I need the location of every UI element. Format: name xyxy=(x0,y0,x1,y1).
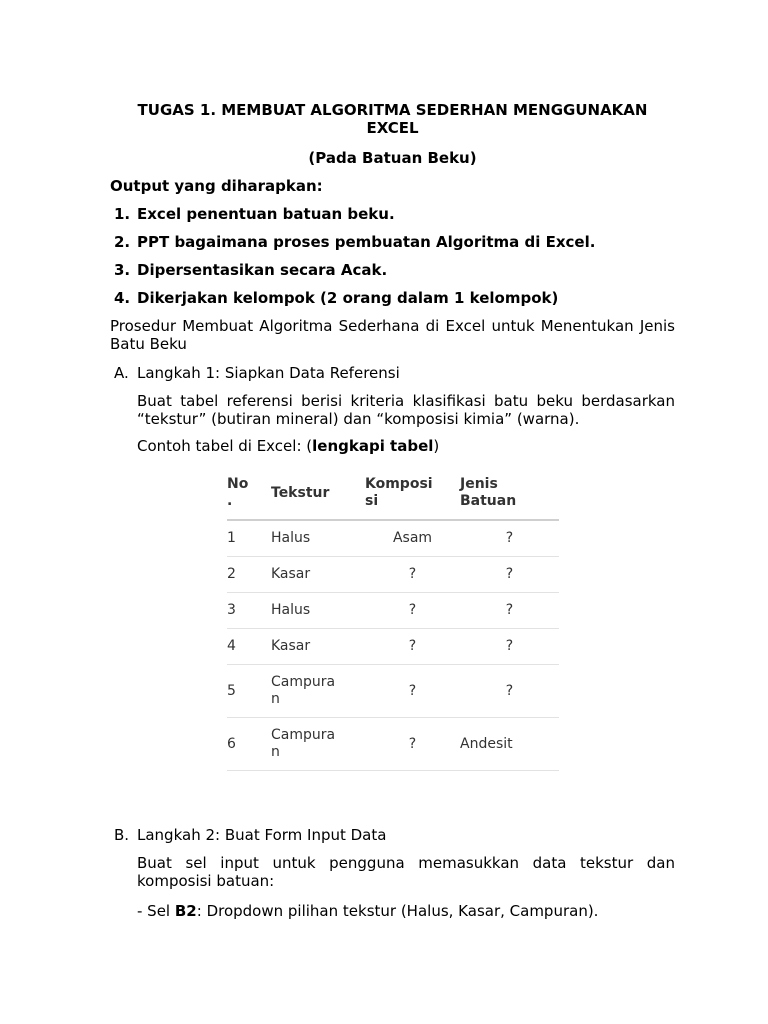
step-b-heading xyxy=(114,826,386,844)
reference-table xyxy=(227,468,559,771)
table-row: 4 Kasar ? ? xyxy=(227,629,559,665)
step-b-description: Buat sel input untuk pengguna memasukkan data tekstur dan komposisi batuan: xyxy=(137,854,675,890)
output-item: 2. PPT bagaimana proses pembuatan Algoritma di Excel. xyxy=(114,233,596,251)
title-line-2: EXCEL xyxy=(366,119,419,137)
step-a-description: Buat tabel referensi berisi kriteria klasifikasi batu beku berdasarkan “tekstur” (butiran mineral) dan “komposisi kimia” (warna). xyxy=(137,392,675,428)
header-tekstur: Tekstur xyxy=(271,468,365,520)
cell-campuran-wrapped: Campura n xyxy=(271,718,365,771)
table-row: 1 Halus Asam ? xyxy=(227,520,559,557)
table-row: 2 Kasar ? ? xyxy=(227,557,559,593)
procedure-paragraph: Prosedur Membuat Algoritma Sederhana di Excel untuk Menentukan Jenis Batu Beku xyxy=(110,317,675,353)
cell-instruction: - Sel B2: Dropdown pilihan tekstur (Halus, Kasar, Campuran). xyxy=(137,902,599,920)
table-row: 6 Campura n ? Andesit xyxy=(227,718,559,771)
step-a-heading xyxy=(114,364,400,382)
output-item: 1. Excel penentuan batuan beku. xyxy=(114,205,395,223)
output-item: 4. Dikerjakan kelompok (2 orang dalam 1 kelompok) xyxy=(114,289,559,307)
output-item: 3. Dipersentasikan secara Acak. xyxy=(114,261,388,279)
step-a-label: Langkah 1: Siapkan Data Referensi xyxy=(137,364,400,382)
output-heading: Output yang diharapkan: xyxy=(110,177,323,195)
step-a-number: A. xyxy=(114,364,129,382)
cell-campuran-wrapped: Campura n xyxy=(271,665,365,718)
cell-reference: B2 xyxy=(174,902,197,920)
document-title xyxy=(110,101,675,137)
example-line: Contoh tabel di Excel: (lengkapi tabel) xyxy=(137,437,440,455)
document-subtitle: (Pada Batuan Beku) xyxy=(308,149,477,167)
example-emphasis: lengkapi tabel xyxy=(312,437,434,455)
table-header-row xyxy=(227,468,559,520)
title-line-1: TUGAS 1. MEMBUAT ALGORITMA SEDERHAN MENGGUNAKAN xyxy=(137,101,648,119)
step-b-label: Langkah 2: Buat Form Input Data xyxy=(137,826,387,844)
header-komposisi: Komposi si xyxy=(365,468,460,520)
step-b-number: B. xyxy=(114,826,130,844)
header-no: No . xyxy=(227,468,271,520)
header-jenis-batuan: Jenis Batuan xyxy=(460,468,559,520)
table-row: 5 Campura n ? ? xyxy=(227,665,559,718)
table-row: 3 Halus ? ? xyxy=(227,593,559,629)
